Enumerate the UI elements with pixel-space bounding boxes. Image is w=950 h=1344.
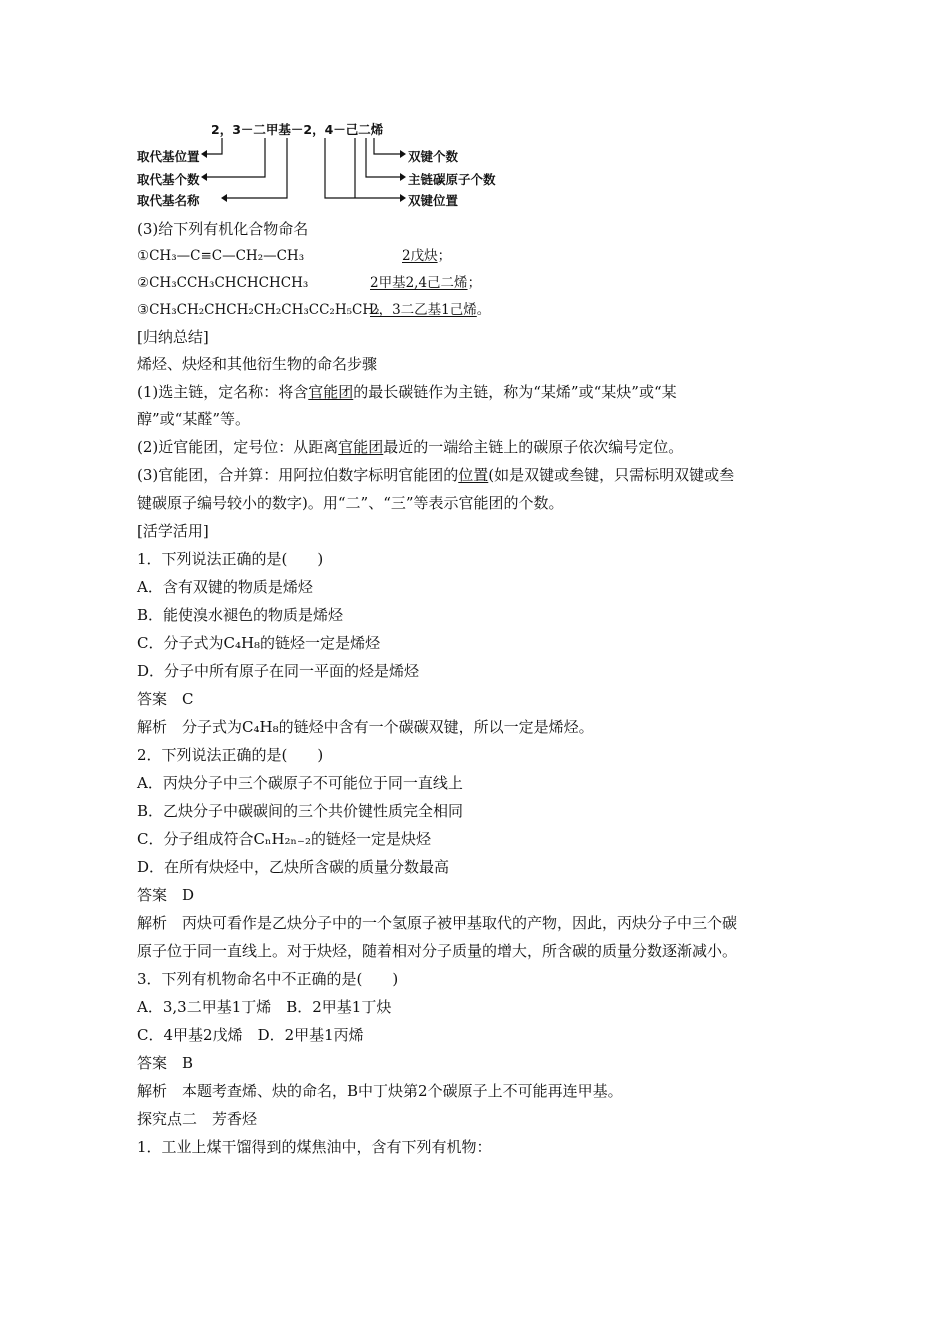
q3-item-3-formula: ③CH₃CH₂CHCH₂CH₂CH₃CC₂H₅CH₂: [137, 302, 380, 318]
q3-item-1-answer-row: [402, 246, 451, 266]
summary-s2-text-b: 最近的一端给主链上的碳原子依次编号定位。: [383, 438, 684, 456]
section-q1: 1．工业上煤干馏得到的煤焦油中，含有下列有机物：: [137, 1138, 492, 1156]
summary-s2-underlined: 官能团: [338, 438, 384, 456]
q3-answer: 答案 B: [137, 1054, 194, 1072]
summary-step-2: [137, 437, 683, 457]
summary-step-3: [137, 465, 734, 485]
q3-options-row-2: C．4甲基2戊烯 D．2甲基1丙烯: [137, 1026, 364, 1044]
naming-diagram: [137, 120, 537, 210]
summary-title: 烯烃、炔烃和其他衍生物的命名步骤: [137, 355, 378, 373]
q3-item-3-answer-row: [370, 300, 490, 320]
q1-stem: 1．下列说法正确的是( ): [137, 550, 324, 568]
summary-step-1: [137, 382, 677, 402]
q1-answer: 答案 C: [137, 690, 194, 708]
summary-s2-text-a: (2)近官能团，定号位：从距离: [137, 438, 339, 456]
q2-option-b: B．乙炔分子中碳碳间的三个共价键性质完全相同: [137, 802, 464, 820]
label-double-bond-count: 双键个数: [408, 149, 459, 164]
label-double-bond-position: 双键位置: [408, 193, 459, 208]
summary-s3-text-a: (3)官能团，合并算：用阿拉伯数字标明官能团的: [137, 466, 459, 484]
q2-analysis-2: 原子位于同一直线上。对于炔烃，随着相对分子质量的增大，所含碳的质量分数逐渐减小。: [137, 942, 738, 960]
q2-option-a: A．丙炔分子中三个碳原子不可能位于同一直线上: [137, 774, 463, 792]
q3-item-1-formula: ①CH₃—C≡C—CH₂—CH₃: [137, 248, 305, 264]
q1-option-d: D．分子中所有原子在同一平面的烃是烯烃: [137, 662, 420, 680]
q3-item-1-end: ；: [437, 248, 452, 264]
label-substituent-name: 取代基名称: [137, 193, 200, 208]
q3-options-row-1: A．3,3二甲基1丁烯 B．2甲基1丁炔: [137, 998, 392, 1016]
summary-step-1-cont: 醇”或“某醛”等。: [137, 410, 251, 428]
q2-analysis-1: 解析 丙炔可看作是乙炔分子中的一个氢原子被甲基取代的产物，因此，丙炔分子中三个碳: [137, 914, 738, 932]
summary-s3-underlined: 位置: [458, 466, 489, 484]
label-substituent-position: 取代基位置: [137, 149, 200, 164]
q1-option-a: A．含有双键的物质是烯烃: [137, 578, 313, 596]
q1-analysis: 解析 分子式为C₄H₈的链烃中含有一个碳碳双键，所以一定是烯烃。: [137, 718, 594, 736]
q3-item-1-answer: 2戊炔: [402, 248, 438, 264]
q1-option-b: B．能使溴水褪色的物质是烯烃: [137, 606, 344, 624]
q2-option-c: C．分子组成符合CₙH₂ₙ₋₂的链烃一定是炔烃: [137, 830, 431, 848]
summary-step-3-cont: 键碳原子编号较小的数字)。用“二”、“三”等表示官能团的个数。: [137, 494, 564, 512]
q1-option-c: C．分子式为C₄H₈的链烃一定是烯烃: [137, 634, 381, 652]
practice-header: [活学活用]: [137, 522, 209, 540]
q3-item-2-answer: 2甲基2,4己二烯: [370, 275, 468, 291]
q2-stem: 2．下列说法正确的是( ): [137, 746, 324, 764]
q3-item-3-answer: 2，3二乙基1己烯: [370, 302, 477, 318]
q3-item-2-end: ；: [467, 275, 482, 291]
q3-stem: 3．下列有机物命名中不正确的是( ): [137, 970, 399, 988]
label-main-chain-carbons: 主链碳原子个数: [408, 172, 496, 187]
q3-item-2-formula: ②CH₃CCH₃CHCHCHCH₃: [137, 275, 309, 291]
diagram-name-line: 2，3－二甲基－2，4－己二烯: [211, 122, 384, 137]
q3-item-2-answer-row: [370, 273, 481, 293]
summary-s1-text-a: (1)选主链，定名称：将含: [137, 383, 309, 401]
q3-item-3-end: 。: [476, 302, 491, 318]
summary-s1-text-b: 的最长碳链作为主链，称为“某烯”或“某炔”或“某: [353, 383, 677, 401]
section-title: 探究点二 芳香烃: [137, 1110, 258, 1128]
q3-analysis: 解析 本题考查烯、炔的命名，B中丁炔第2个碳原子上不可能再连甲基。: [137, 1082, 623, 1100]
label-substituent-count: 取代基个数: [137, 172, 200, 187]
q2-option-d: D．在所有炔烃中，乙炔所含碳的质量分数最高: [137, 858, 450, 876]
summary-s3-text-b: (如是双键或叁键，只需标明双键或叁: [488, 466, 735, 484]
summary-s1-underlined: 官能团: [308, 383, 354, 401]
q2-answer: 答案 D: [137, 886, 195, 904]
summary-header: [归纳总结]: [137, 328, 209, 346]
q3-title: (3)给下列有机化合物命名: [137, 220, 309, 238]
